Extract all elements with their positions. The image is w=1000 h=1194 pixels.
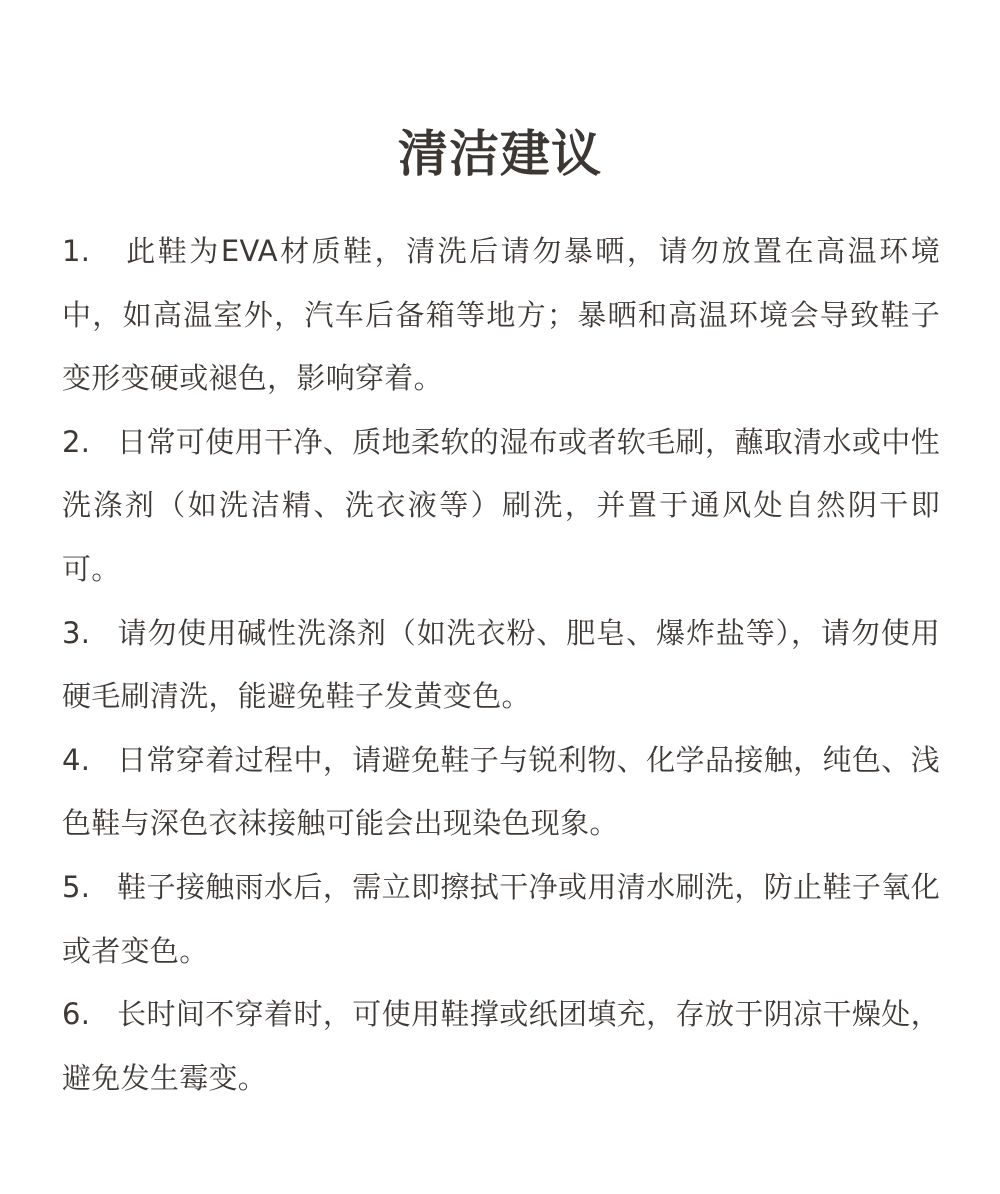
list-item-number: 4.: [62, 742, 91, 777]
list-item-number: 1.: [62, 234, 91, 268]
list-item-text: 此鞋为EVA材质鞋，清洗后请勿暴晒，请勿放置在高温环境中，如高温室外，汽车后备箱等地方；暴晒和高温环境会导致鞋子变形变硬或褪色，影响穿着。: [62, 234, 940, 396]
list-item-text: 长时间不穿着时，可使用鞋撑或纸团填充，存放于阴凉干燥处，避免发生霉变。: [62, 997, 940, 1095]
list-item-number: 6.: [62, 997, 91, 1032]
list-item: [62, 602, 940, 729]
page-title: 清洁建议: [398, 124, 602, 183]
list-item: [62, 983, 940, 1110]
list-item-text: 日常可使用干净、质地柔软的湿布或者软毛刷，蘸取清水或中性洗涤剂（如洗洁精、洗衣液等）刷洗，并置于通风处自然阴干即可。: [62, 424, 940, 586]
list-item-number: 5.: [62, 869, 91, 904]
list-item-text: 鞋子接触雨水后，需立即擦拭干净或用清水刷洗，防止鞋子氧化或者变色。: [62, 869, 940, 968]
list-item: [62, 411, 940, 602]
list-item-text: 日常穿着过程中，请避免鞋子与锐利物、化学品接触，纯色、浅色鞋与深色衣袜接触可能会出现染色现象。: [62, 742, 940, 841]
list-item-text: 请勿使用碱性洗涤剂（如洗衣粉、肥皂、爆炸盐等），请勿使用硬毛刷清洗，能避免鞋子发黄变色。: [62, 615, 940, 714]
cleaning-tips-list: [62, 220, 940, 1110]
list-item: [62, 220, 940, 411]
list-item: [62, 729, 940, 856]
list-item-number: 2.: [62, 424, 91, 459]
list-item: [62, 856, 940, 983]
list-item-number: 3.: [62, 615, 91, 650]
